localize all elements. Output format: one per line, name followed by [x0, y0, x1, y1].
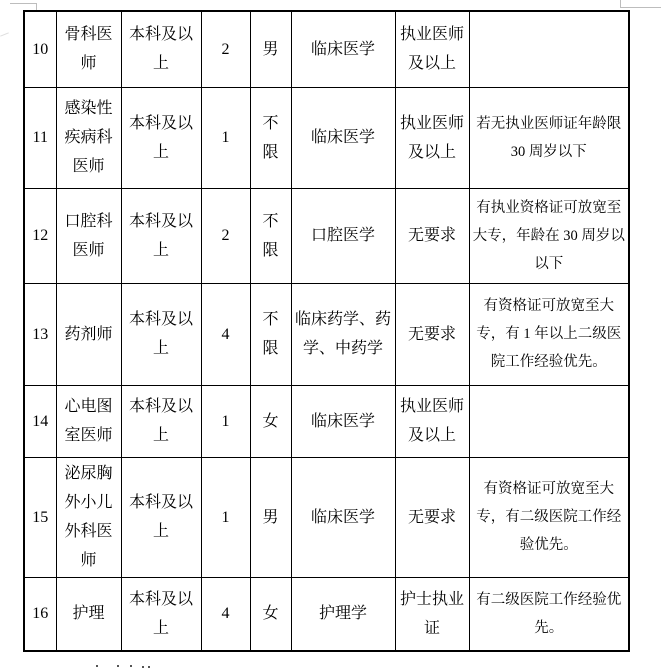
- scan-speck: [0, 32, 9, 36]
- cell-note: [469, 385, 629, 457]
- cell-position: 感染性疾病科医师: [56, 87, 121, 188]
- table-boundary-mark-top-right: [620, 0, 661, 8]
- cell-count: 4: [201, 283, 250, 385]
- table-row: [24, 283, 629, 385]
- cell-gender: 不限: [250, 87, 291, 188]
- cell-position: 口腔科医师: [56, 188, 121, 283]
- cell-gender: 不限: [250, 188, 291, 283]
- cell-certificate: 无要求: [395, 283, 469, 385]
- recruitment-table: [23, 10, 630, 652]
- cell-major: 口腔医学: [291, 188, 395, 283]
- cell-education: 本科及以上: [121, 283, 201, 385]
- cell-note: 有资格证可放宽至大专，有二级医院工作经验优先。: [469, 457, 629, 577]
- cell-count: 4: [201, 577, 250, 651]
- cell-position: 骨科医师: [56, 11, 121, 87]
- cell-note: 有二级医院工作经验优先。: [469, 577, 629, 651]
- cell-seq: 11: [24, 87, 56, 188]
- cell-certificate: 护士执业证: [395, 577, 469, 651]
- cut-off-text-remnant: [0, 664, 661, 669]
- cell-education: 本科及以上: [121, 188, 201, 283]
- cell-major: 临床医学: [291, 457, 395, 577]
- cell-education: 本科及以上: [121, 385, 201, 457]
- cell-position: 药剂师: [56, 283, 121, 385]
- cell-count: 2: [201, 11, 250, 87]
- cell-certificate: 执业医师及以上: [395, 385, 469, 457]
- cell-seq: 13: [24, 283, 56, 385]
- cell-certificate: 无要求: [395, 457, 469, 577]
- cell-seq: 12: [24, 188, 56, 283]
- cell-count: 2: [201, 188, 250, 283]
- cell-gender: 男: [250, 11, 291, 87]
- cell-note: 有资格证可放宽至大专，有 1 年以上二级医院工作经验优先。: [469, 283, 629, 385]
- cell-note: 有执业资格证可放宽至大专，年龄在 30 周岁以以下: [469, 188, 629, 283]
- cell-seq: 16: [24, 577, 56, 651]
- cell-gender: 不限: [250, 283, 291, 385]
- cell-seq: 15: [24, 457, 56, 577]
- cell-certificate: 执业医师及以上: [395, 87, 469, 188]
- cell-major: 临床药学、药学、中药学: [291, 283, 395, 385]
- cell-position: 心电图室医师: [56, 385, 121, 457]
- cell-gender: 女: [250, 385, 291, 457]
- cell-certificate: 执业医师及以上: [395, 11, 469, 87]
- cell-education: 本科及以上: [121, 87, 201, 188]
- cell-seq: 14: [24, 385, 56, 457]
- table-row: [24, 11, 629, 87]
- cell-note: 若无执业医师证年龄限 30 周岁以下: [469, 87, 629, 188]
- cell-position: 护理: [56, 577, 121, 651]
- table-row: [24, 87, 629, 188]
- cell-count: 1: [201, 87, 250, 188]
- cell-major: 临床医学: [291, 11, 395, 87]
- cell-gender: 女: [250, 577, 291, 651]
- table-row: [24, 577, 629, 651]
- table-row: [24, 457, 629, 577]
- cell-seq: 10: [24, 11, 56, 87]
- cell-education: 本科及以上: [121, 11, 201, 87]
- table-row: [24, 188, 629, 283]
- cell-note: [469, 11, 629, 87]
- cell-major: 护理学: [291, 577, 395, 651]
- cell-education: 本科及以上: [121, 577, 201, 651]
- table-row: [24, 385, 629, 457]
- cell-position: 泌尿胸外小儿外科医师: [56, 457, 121, 577]
- cell-gender: 男: [250, 457, 291, 577]
- cell-count: 1: [201, 457, 250, 577]
- cell-count: 1: [201, 385, 250, 457]
- cell-education: 本科及以上: [121, 457, 201, 577]
- cell-major: 临床医学: [291, 385, 395, 457]
- cell-major: 临床医学: [291, 87, 395, 188]
- cell-certificate: 无要求: [395, 188, 469, 283]
